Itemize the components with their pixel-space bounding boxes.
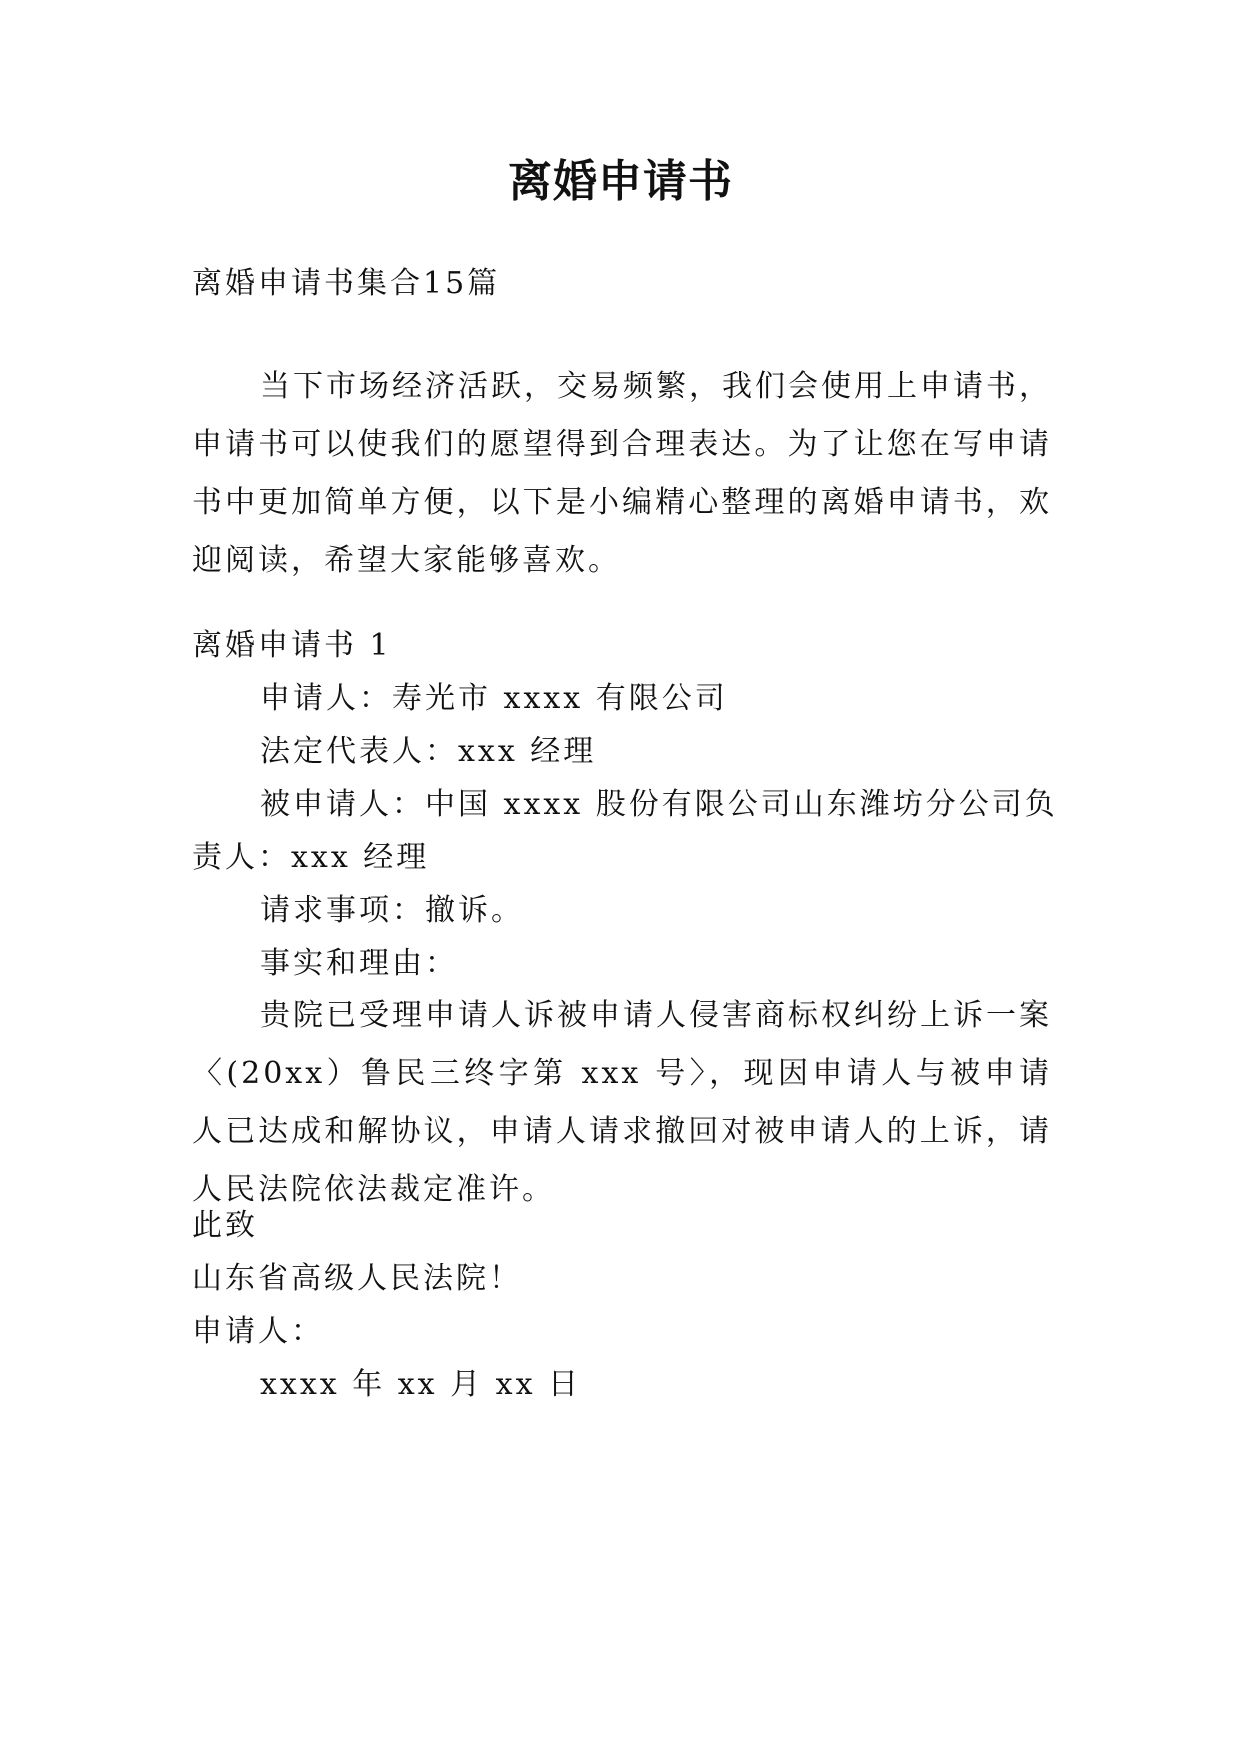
request-line: 请求事项：撤诉。 (260, 893, 524, 928)
facts-heading: 事实和理由： (260, 946, 458, 981)
section-heading: 离婚申请书 1 (192, 628, 392, 663)
court-addressee: 山东省高级人民法院！ (192, 1261, 522, 1296)
respondent-line-continued: 责人：xxx 经理 (192, 840, 430, 875)
applicant-line: 申请人：寿光市 xxxx 有限公司 (260, 681, 728, 716)
signature-label: 申请人： (192, 1314, 324, 1349)
date-line: xxxx 年 xx 月 xx 日 (260, 1367, 582, 1402)
intro-paragraph: 当下市场经济活跃，交易频繁，我们会使用上申请书，申请书可以使我们的愿望得到合理表达。为了让您在写申请书中更加简单方便，以下是小编精心整理的离婚申请书，欢迎阅读，希望大家能够喜欢。 (192, 369, 1052, 578)
facts-paragraph: 贵院已受理申请人诉被申请人侵害商标权纠纷上诉一案〈(20xx）鲁民三终字第 xxx 号〉，现因申请人与被申请人已达成和解协议，申请人请求撤回对被申请人的上诉，请人民法院依法裁定准许。 (192, 998, 1052, 1207)
document-title: 离婚申请书 (508, 156, 733, 207)
legal-representative-line: 法定代表人：xxx 经理 (260, 734, 597, 769)
closing-salutation: 此致 (192, 1208, 258, 1243)
document-subtitle: 离婚申请书集合15篇 (192, 266, 501, 301)
respondent-line: 被申请人：中国 xxxx 股份有限公司山东潍坊分公司负 (260, 787, 1058, 822)
